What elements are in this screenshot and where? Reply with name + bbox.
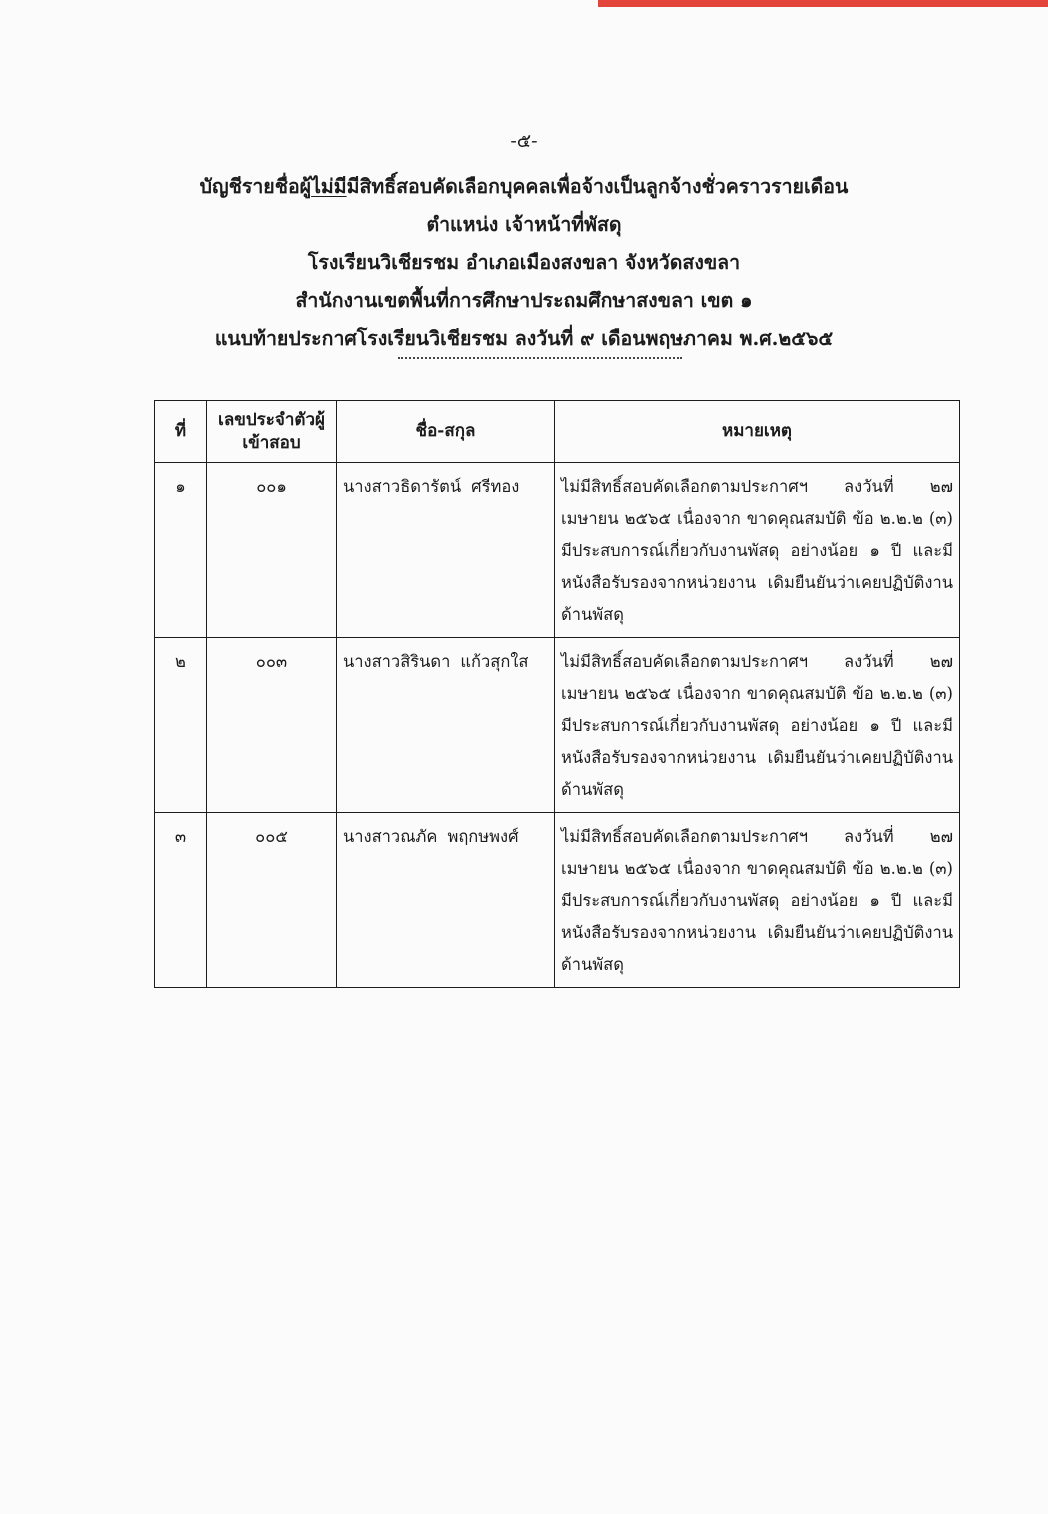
last-name: แก้วสุกใส: [460, 652, 529, 671]
remark: ไม่มีสิทธิ์สอบคัดเลือกตามประกาศฯ ลงวันที่ ๒๗ เมษายน ๒๕๖๕ เนื่องจาก ขาดคุณสมบัติ ข้อ ๒.๒.๒ (๓) มีประสบการณ์เกี่ยวกับงานพัสดุ อย่างน้อย ๑ ปี และมีหนังสือรับรองจากหน่วยงาน เดิมยืนยันว่าเคยปฏิบัติงานด้านพัสดุ: [555, 638, 960, 813]
dotted-divider: [398, 357, 682, 359]
first-name: นางสาวสิรินดา: [343, 652, 451, 671]
heading-line-1-start: บัญชีรายชื่อผู้: [199, 175, 312, 198]
header-name: ชื่อ-สกุล: [337, 401, 555, 463]
ineligible-candidates-table: [154, 400, 960, 988]
first-name: นางสาวธิดารัตน์: [343, 477, 462, 496]
row-number: ๑: [155, 463, 207, 638]
exam-id: ๐๐๕: [207, 813, 337, 988]
page-number: -๕-: [510, 130, 538, 152]
candidate-name: [337, 813, 555, 988]
table-row: [155, 638, 960, 813]
exam-id: ๐๐๓: [207, 638, 337, 813]
remark: ไม่มีสิทธิ์สอบคัดเลือกตามประกาศฯ ลงวันที่ ๒๗ เมษายน ๒๕๖๕ เนื่องจาก ขาดคุณสมบัติ ข้อ ๒.๒.๒ (๓) มีประสบการณ์เกี่ยวกับงานพัสดุ อย่างน้อย ๑ ปี และมีหนังสือรับรองจากหน่วยงาน เดิมยืนยันว่าเคยปฏิบัติงานด้านพัสดุ: [555, 813, 960, 988]
heading-line-1-end: มีสิทธิ์สอบคัดเลือกบุคคลเพื่อจ้างเป็นลูกจ้างชั่วคราวรายเดือน: [346, 175, 849, 198]
remark: ไม่มีสิทธิ์สอบคัดเลือกตามประกาศฯ ลงวันที่ ๒๗ เมษายน ๒๕๖๕ เนื่องจาก ขาดคุณสมบัติ ข้อ ๒.๒.๒ (๓) มีประสบการณ์เกี่ยวกับงานพัสดุ อย่างน้อย ๑ ปี และมีหนังสือรับรองจากหน่วยงาน เดิมยืนยันว่าเคยปฏิบัติงานด้านพัสดุ: [555, 463, 960, 638]
last-name: พฤกษพงศ์: [447, 827, 519, 846]
heading-line-4: สำนักงานเขตพื้นที่การศึกษาประถมศึกษาสงขลา เขต ๑: [295, 289, 753, 312]
document-heading: [80, 168, 968, 358]
heading-line-2: ตำแหน่ง เจ้าหน้าที่พัสดุ: [426, 213, 622, 236]
row-number: ๒: [155, 638, 207, 813]
table-row: [155, 463, 960, 638]
red-paper-edge: [598, 0, 1048, 7]
row-number: ๓: [155, 813, 207, 988]
table-header-row: [155, 401, 960, 463]
heading-line-1: [80, 168, 968, 206]
exam-id: ๐๐๑: [207, 463, 337, 638]
header-no: ที่: [155, 401, 207, 463]
candidate-name: [337, 638, 555, 813]
candidate-name: [337, 463, 555, 638]
heading-line-5: แนบท้ายประกาศโรงเรียนวิเชียรชม ลงวันที่ ๙ เดือนพฤษภาคม พ.ศ.๒๕๖๕: [214, 327, 834, 350]
table-row: [155, 813, 960, 988]
first-name: นางสาวณภัค: [343, 827, 438, 846]
header-exam-id: เลขประจำตัวผู้เข้าสอบ: [207, 401, 337, 463]
last-name: ศรีทอง: [471, 477, 520, 496]
heading-line-3: โรงเรียนวิเชียรชม อำเภอเมืองสงขลา จังหวัดสงขลา: [307, 251, 741, 274]
header-remark: หมายเหตุ: [555, 401, 960, 463]
heading-underlined-word: ไม่มี: [311, 175, 347, 198]
